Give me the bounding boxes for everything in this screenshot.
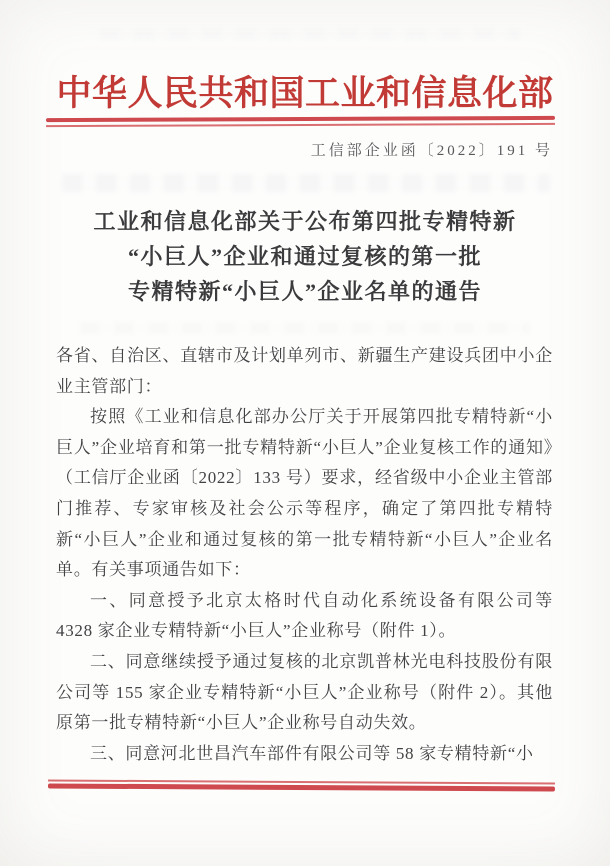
document-body bbox=[56, 341, 553, 769]
body-paragraph-3: 二、同意继续授予通过复核的北京凯普林光电科技股份有限公司等 155 家企业专精特新“小巨人”企业称号（附件 2）。其他原第一批专精特新“小巨人”企业称号自动失效。 bbox=[56, 651, 553, 733]
bleed-through-strip bbox=[80, 322, 530, 334]
body-paragraph-2: 一、同意授予北京太格时代自动化系统设备有限公司等 4328 家企业专精特新“小巨人”企业称号（附件 1）。 bbox=[56, 590, 553, 641]
body-paragraph-4: 三、同意河北世昌汽车部件有限公司等 58 家专精特新“小 bbox=[90, 743, 534, 763]
document-title-line: 专精特新“小巨人”企业名单的通告 bbox=[127, 279, 482, 304]
body-paragraph-1: 按照《工业和信息化部办公厅关于开展第四批专精特新“小巨人”企业培育和第一批专精特新“小巨人”企业复核工作的通知》（工信厅企业函〔2022〕133 号）要求，经省级中小企业主管部门推荐、专家审核及社会公示等程序，确定了第四批专精特新“小巨人”企业和通过复核的第一批专精特新“小巨人”企业名单。有关事项通告如下： bbox=[56, 407, 553, 580]
document-title-line: 工业和信息化部关于公布第四批专精特新 bbox=[93, 209, 517, 234]
bleed-through-strip bbox=[62, 174, 550, 192]
footer-divider bbox=[48, 779, 555, 791]
bleed-through-strip bbox=[100, 28, 520, 40]
document-title-line: “小巨人”企业和通过复核的第一批 bbox=[127, 244, 482, 269]
document-title bbox=[30, 204, 580, 309]
ministry-header-title: 中华人民共和国工业和信息化部 bbox=[56, 74, 554, 113]
header-divider bbox=[46, 116, 555, 127]
header-divider-thin-line bbox=[46, 123, 555, 127]
document-number: 工信部企业函〔2022〕191 号 bbox=[310, 143, 553, 159]
salutation-paragraph: 各省、自治区、直辖市及计划单列市、新疆生产建设兵团中小企业主管部门： bbox=[56, 346, 553, 396]
footer-divider-thick-line bbox=[48, 783, 555, 791]
header-divider-thick-line bbox=[46, 116, 555, 122]
